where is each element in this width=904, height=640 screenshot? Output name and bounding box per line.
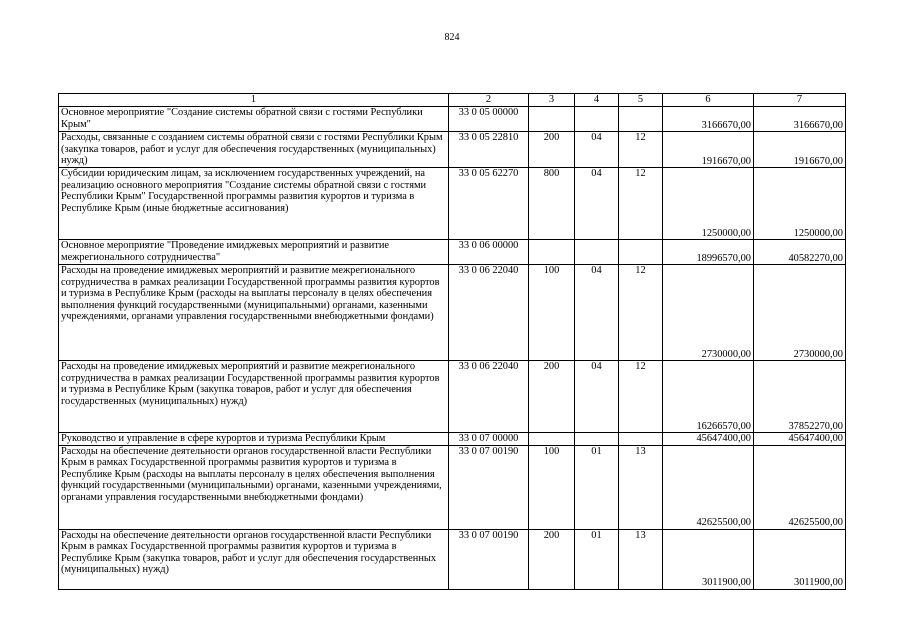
table-row (59, 265, 846, 361)
row-code: 33 0 07 00190 (449, 445, 529, 529)
row-amount-1: 45647400,00 (663, 433, 754, 446)
budget-table (58, 93, 846, 590)
table-row (59, 168, 846, 240)
row-expense-type: 100 (529, 265, 575, 361)
row-amount-2: 1916670,00 (754, 132, 846, 168)
row-expense-type (529, 240, 575, 265)
row-code: 33 0 05 62270 (449, 168, 529, 240)
row-description: Расходы на обеспечение деятельности органов государственной власти Республики Крым в рамках Государственной программы развития курортов и туризма в Республике Крым (закупка товаров, работ и услуг для обеспечения государственных (муниципальных) нужд) (59, 529, 449, 589)
row-subsection (619, 107, 663, 132)
row-subsection: 12 (619, 132, 663, 168)
row-expense-type (529, 433, 575, 446)
row-expense-type (529, 107, 575, 132)
row-subsection (619, 433, 663, 446)
column-header: 4 (575, 94, 619, 107)
row-amount-1: 16266570,00 (663, 361, 754, 433)
table-row (59, 433, 846, 446)
column-header: 5 (619, 94, 663, 107)
row-description: Расходы на проведение имиджевых мероприятий и развитие межрегионального сотрудничества в рамках реализации Государственной программы развития курортов и туризма в Республике Крым (закупка товаров, работ и услуг для обеспечения государственных (муниципальных) нужд) (59, 361, 449, 433)
row-description: Основное мероприятие "Проведение имиджевых мероприятий и развитие межрегионального сотрудничества" (59, 240, 449, 265)
row-description: Расходы на обеспечение деятельности органов государственной власти Республики Крым в рамках Государственной программы развития курортов и туризма в Республике Крым (расходы на выплаты персоналу в целях обеспечения выполнения функций государственными (муниципальными) органами, казенными учреждениями, органами управления государственными внебюджетными фондами) (59, 445, 449, 529)
row-description: Расходы на проведение имиджевых мероприятий и развитие межрегионального сотрудничества в рамках реализации Государственной программы развития курортов и туризма в Республике Крым (расходы на выплаты персоналу в целях обеспечения выполнения функций государственными (муниципальными) органами, казенными учреждениями, органами управления государственными внебюджетными фондами) (59, 265, 449, 361)
row-amount-1: 42625500,00 (663, 445, 754, 529)
row-section: 04 (575, 168, 619, 240)
row-section: 04 (575, 361, 619, 433)
row-expense-type: 800 (529, 168, 575, 240)
row-description: Расходы, связанные с созданием системы обратной связи с гостями Республики Крым (закупка товаров, работ и услуг для обеспечения государственных (муниципальных) нужд) (59, 132, 449, 168)
row-amount-2: 3166670,00 (754, 107, 846, 132)
row-amount-1: 18996570,00 (663, 240, 754, 265)
row-amount-1: 2730000,00 (663, 265, 754, 361)
row-code: 33 0 06 22040 (449, 361, 529, 433)
row-expense-type: 100 (529, 445, 575, 529)
row-code: 33 0 07 00000 (449, 433, 529, 446)
row-section (575, 433, 619, 446)
row-amount-2: 42625500,00 (754, 445, 846, 529)
row-section: 01 (575, 529, 619, 589)
row-amount-1: 3166670,00 (663, 107, 754, 132)
row-subsection (619, 240, 663, 265)
column-header: 2 (449, 94, 529, 107)
row-section (575, 240, 619, 265)
row-subsection: 12 (619, 265, 663, 361)
row-amount-2: 1250000,00 (754, 168, 846, 240)
row-expense-type: 200 (529, 132, 575, 168)
row-subsection: 12 (619, 361, 663, 433)
row-code: 33 0 07 00190 (449, 529, 529, 589)
row-code: 33 0 06 00000 (449, 240, 529, 265)
row-subsection: 13 (619, 529, 663, 589)
row-expense-type: 200 (529, 361, 575, 433)
column-header: 3 (529, 94, 575, 107)
row-section: 01 (575, 445, 619, 529)
table-row (59, 529, 846, 589)
row-amount-2: 3011900,00 (754, 529, 846, 589)
row-section: 04 (575, 265, 619, 361)
table-row (59, 361, 846, 433)
column-header: 1 (59, 94, 449, 107)
row-amount-1: 3011900,00 (663, 529, 754, 589)
row-section: 04 (575, 132, 619, 168)
table-row (59, 240, 846, 265)
row-code: 33 0 05 00000 (449, 107, 529, 132)
table-row (59, 132, 846, 168)
row-code: 33 0 06 22040 (449, 265, 529, 361)
row-amount-2: 2730000,00 (754, 265, 846, 361)
row-amount-1: 1916670,00 (663, 132, 754, 168)
row-description: Основное мероприятие "Создание системы обратной связи с гостями Республики Крым" (59, 107, 449, 132)
row-subsection: 13 (619, 445, 663, 529)
row-amount-2: 45647400,00 (754, 433, 846, 446)
row-amount-1: 1250000,00 (663, 168, 754, 240)
column-header: 6 (663, 94, 754, 107)
row-expense-type: 200 (529, 529, 575, 589)
header-row (59, 94, 846, 107)
page-number: 824 (444, 32, 460, 43)
row-section (575, 107, 619, 132)
row-description: Субсидии юридическим лицам, за исключением государственных учреждений, на реализацию основного мероприятия "Создание системы обратной связи с гостями Республики Крым" Государственной программы развития курортов и туризма в Республике Крым (иные бюджетные ассигнования) (59, 168, 449, 240)
row-description: Руководство и управление в сфере курортов и туризма Республики Крым (59, 433, 449, 446)
table-row (59, 107, 846, 132)
row-subsection: 12 (619, 168, 663, 240)
table-row (59, 445, 846, 529)
column-header: 7 (754, 94, 846, 107)
row-amount-2: 40582270,00 (754, 240, 846, 265)
row-code: 33 0 05 22810 (449, 132, 529, 168)
row-amount-2: 37852270,00 (754, 361, 846, 433)
